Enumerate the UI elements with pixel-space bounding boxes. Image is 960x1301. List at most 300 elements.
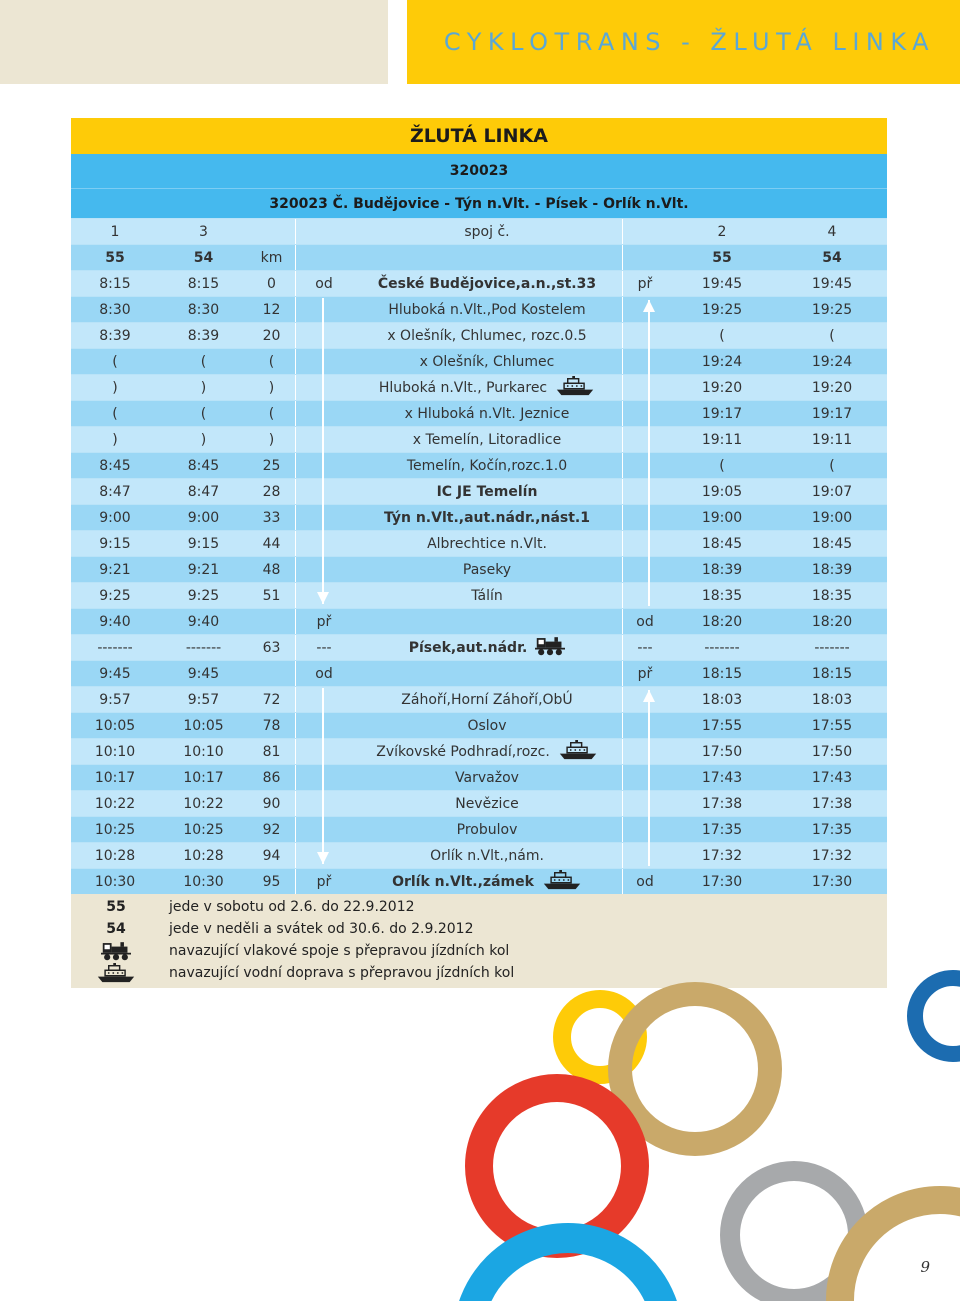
cell-text: 54	[822, 249, 842, 266]
col-dir-left-cell	[295, 271, 352, 296]
col-spoj-3-cell	[159, 687, 248, 712]
table-row	[71, 686, 887, 712]
cell-text: 8:47	[99, 483, 131, 500]
legend-key	[71, 899, 161, 915]
ship-icon-wrap	[542, 870, 582, 894]
col-spoj-4-cell	[777, 531, 887, 556]
header-beige-panel	[0, 0, 388, 84]
col-dir-right-cell	[622, 609, 667, 634]
col-spoj-2-cell	[667, 583, 777, 608]
cell-text: (	[829, 327, 835, 344]
table-row	[71, 322, 887, 348]
col-spoj-4-cell	[777, 557, 887, 582]
col-dir-right-cell	[622, 739, 667, 764]
col-dir-left-cell	[295, 505, 352, 530]
table-row	[71, 608, 887, 634]
cell-text: )	[268, 431, 275, 448]
col-spoj-3-cell	[159, 453, 248, 478]
col-spoj-4-cell	[777, 713, 887, 738]
cell-text: x Olešník, Chlumec, rozc.0.5	[387, 327, 587, 344]
table-row	[71, 452, 887, 478]
col-dir-right-cell	[622, 453, 667, 478]
col-dir-right-cell	[622, 323, 667, 348]
col-spoj-1-cell	[71, 583, 159, 608]
col-spoj-2-cell	[667, 765, 777, 790]
col-spoj-3-cell	[159, 349, 248, 374]
cell-text: 9:45	[187, 665, 220, 682]
col-spoj-1-cell	[71, 843, 159, 868]
col-spoj-2-cell	[667, 739, 777, 764]
col-km-cell	[248, 583, 295, 608]
col-km-cell	[248, 375, 295, 400]
table-row	[71, 530, 887, 556]
cell-text: )	[268, 379, 275, 396]
col-spoj-3-cell	[159, 661, 248, 686]
cell-text: )	[112, 431, 118, 448]
col-spoj-3-cell	[159, 219, 248, 244]
legend-item	[71, 918, 887, 940]
col-station-cell	[352, 609, 622, 634]
cell-text: 19:17	[811, 405, 853, 422]
cell-text: Týn n.Vlt.,aut.nádr.,nást.1	[383, 509, 590, 526]
col-spoj-4-cell	[777, 843, 887, 868]
col-km-cell	[248, 297, 295, 322]
train-icon	[535, 636, 565, 656]
cell-text: (	[829, 457, 835, 474]
col-spoj-1-cell	[71, 401, 159, 426]
cell-text: 19:00	[811, 509, 853, 526]
col-spoj-1-cell	[71, 531, 159, 556]
col-dir-right-cell	[622, 219, 667, 244]
col-spoj-1-cell	[71, 453, 159, 478]
cell-text: 18:03	[811, 691, 853, 708]
col-spoj-2-cell	[667, 609, 777, 634]
col-km-cell	[248, 323, 295, 348]
cell-text: -------	[814, 639, 850, 656]
col-km-cell	[248, 661, 295, 686]
col-km-cell	[248, 869, 295, 894]
col-spoj-3-cell	[159, 791, 248, 816]
col-km-cell	[248, 479, 295, 504]
cell-text: (	[268, 353, 275, 370]
cell-text: 9:40	[187, 613, 220, 630]
cell-text: Písek,aut.nádr.	[408, 639, 528, 656]
cell-text: 94	[262, 847, 281, 864]
col-km-cell	[248, 245, 295, 270]
col-spoj-1-cell	[71, 609, 159, 634]
cell-text: 33	[262, 509, 281, 526]
cell-text: 19:07	[811, 483, 853, 500]
col-km-cell	[248, 609, 295, 634]
col-spoj-3-cell	[159, 427, 248, 452]
col-dir-left-cell	[295, 479, 352, 504]
col-spoj-2-cell	[667, 479, 777, 504]
cell-text: 9:15	[99, 535, 131, 552]
cell-text: 19:17	[701, 405, 743, 422]
table-row	[71, 842, 887, 868]
col-spoj-3-cell	[159, 635, 248, 660]
col-dir-left-cell	[295, 531, 352, 556]
cell-text: př	[637, 275, 653, 292]
col-spoj-1-cell	[71, 791, 159, 816]
cell-text: od	[315, 665, 333, 682]
col-station-cell	[352, 375, 622, 400]
ring-red	[479, 1088, 635, 1244]
cell-text: 19:24	[701, 353, 743, 370]
cell-text: 19:00	[701, 509, 743, 526]
col-spoj-2-cell	[667, 791, 777, 816]
cell-text: 9:57	[187, 691, 220, 708]
col-dir-left-cell	[295, 739, 352, 764]
col-spoj-4-cell	[777, 453, 887, 478]
cell-text: )	[200, 431, 207, 448]
col-dir-left-cell	[295, 817, 352, 842]
col-km-cell	[248, 843, 295, 868]
col-spoj-3-cell	[159, 557, 248, 582]
cell-text: 10:05	[94, 717, 136, 734]
cell-text: 17:55	[811, 717, 853, 734]
col-spoj-2-cell	[667, 453, 777, 478]
ring-yellow-small	[562, 999, 638, 1075]
col-dir-right-cell	[622, 245, 667, 270]
cell-text: 10:25	[183, 821, 224, 838]
table-row	[71, 504, 887, 530]
cell-text: 18:03	[701, 691, 743, 708]
cell-text: Probulov	[456, 821, 518, 838]
col-spoj-2-cell	[667, 401, 777, 426]
cell-text: 17:35	[811, 821, 853, 838]
col-dir-left-cell	[295, 609, 352, 634]
cell-text: 8:30	[99, 301, 131, 318]
cell-text: 19:11	[811, 431, 853, 448]
legend-text: navazující vlakové spoje s přepravou jízdních kol	[169, 943, 510, 959]
cell-text: 18:39	[701, 561, 743, 578]
col-spoj-3-cell	[159, 765, 248, 790]
col-spoj-3-cell	[159, 323, 248, 348]
cell-text: od	[636, 873, 654, 890]
col-dir-right-cell	[622, 427, 667, 452]
col-dir-right-cell	[622, 635, 667, 660]
cell-text: )	[112, 379, 118, 396]
col-spoj-4-cell	[777, 271, 887, 296]
cell-text: 17:35	[701, 821, 743, 838]
cell-text: 19:25	[811, 301, 853, 318]
col-station-cell	[352, 791, 622, 816]
ship-icon-wrap	[558, 740, 598, 764]
col-spoj-3-cell	[159, 505, 248, 530]
col-station-cell	[352, 765, 622, 790]
cell-text: 19:45	[811, 275, 853, 292]
table-row	[71, 270, 887, 296]
col-dir-right-cell	[622, 531, 667, 556]
col-spoj-3-cell	[159, 479, 248, 504]
col-spoj-4-cell	[777, 791, 887, 816]
col-spoj-1-cell	[71, 219, 159, 244]
cell-text: 18:15	[701, 665, 743, 682]
col-station-cell	[352, 713, 622, 738]
legend-text: jede v neděli a svátek od 30.6. do 2.9.2012	[169, 921, 474, 937]
cell-text: 9:25	[187, 587, 220, 604]
col-spoj-4-cell	[777, 479, 887, 504]
cell-text: Zvíkovské Podhradí,rozc.	[376, 743, 550, 760]
cell-text: 95	[262, 873, 281, 890]
col-dir-left-cell	[295, 661, 352, 686]
legend-key-text: 54	[106, 921, 126, 937]
cell-text: 9:00	[99, 509, 131, 526]
cell-text: 8:45	[187, 457, 220, 474]
col-spoj-2-cell	[667, 635, 777, 660]
col-spoj-2-cell	[667, 817, 777, 842]
col-station-cell	[352, 245, 622, 270]
cell-text: 19:11	[701, 431, 743, 448]
col-km-cell	[248, 765, 295, 790]
cell-text: 81	[262, 743, 281, 760]
col-station-cell	[352, 271, 622, 296]
cell-text: 28	[262, 483, 281, 500]
col-dir-right-cell	[622, 843, 667, 868]
cell-text: 18:39	[811, 561, 853, 578]
col-station-cell	[352, 323, 622, 348]
cell-text: Orlík n.Vlt.,nám.	[430, 847, 544, 864]
table-row	[71, 400, 887, 426]
col-km-cell	[248, 219, 295, 244]
col-dir-left-cell	[295, 557, 352, 582]
col-spoj-4-cell	[777, 427, 887, 452]
cell-text: 9:25	[99, 587, 131, 604]
col-spoj-4-cell	[777, 297, 887, 322]
col-spoj-2-cell	[667, 661, 777, 686]
col-spoj-4-cell	[777, 687, 887, 712]
col-spoj-4-cell	[777, 739, 887, 764]
cell-text: od	[315, 275, 333, 292]
cell-text: 20	[262, 327, 281, 344]
col-km-cell	[248, 505, 295, 530]
cell-text: 9:21	[187, 561, 220, 578]
col-spoj-1-cell	[71, 869, 159, 894]
cell-text: 19:05	[701, 483, 743, 500]
col-km-cell	[248, 635, 295, 660]
col-spoj-2-cell	[667, 297, 777, 322]
cell-text: 17:43	[701, 769, 743, 786]
legend-text: navazující vodní doprava s přepravou jízdních kol	[169, 965, 515, 981]
col-spoj-1-cell	[71, 323, 159, 348]
ship-icon	[96, 963, 136, 983]
col-dir-left-cell	[295, 687, 352, 712]
cell-text: 63	[262, 639, 281, 656]
legend-item	[71, 940, 887, 962]
col-dir-right-cell	[622, 297, 667, 322]
cell-text: 90	[262, 795, 281, 812]
cell-text: 8:39	[99, 327, 131, 344]
cell-text: 17:30	[811, 873, 853, 890]
cell-text: Paseky	[462, 561, 512, 578]
table-row	[71, 556, 887, 582]
col-dir-right-cell	[622, 791, 667, 816]
cell-text: (	[112, 353, 118, 370]
col-spoj-2-cell	[667, 323, 777, 348]
col-spoj-1-cell	[71, 349, 159, 374]
ring-tan-bottom	[840, 1200, 960, 1301]
col-spoj-1-cell	[71, 765, 159, 790]
table-row	[71, 348, 887, 374]
cell-text: př	[637, 665, 653, 682]
header-yellow-banner	[407, 0, 960, 84]
cell-text: 19:45	[701, 275, 743, 292]
cell-text: 10:17	[183, 769, 224, 786]
col-km-cell	[248, 401, 295, 426]
table-row	[71, 712, 887, 738]
col-spoj-2-cell	[667, 505, 777, 530]
col-spoj-2-cell	[667, 557, 777, 582]
cell-text: 17:50	[811, 743, 853, 760]
cell-text: x Hluboká n.Vlt. Jeznice	[404, 405, 570, 422]
cell-text: 18:45	[701, 535, 743, 552]
cell-text: 12	[262, 301, 281, 318]
cell-text: 17:32	[811, 847, 853, 864]
col-spoj-2-cell	[667, 375, 777, 400]
cell-text: (	[112, 405, 118, 422]
cell-text: 19:20	[701, 379, 743, 396]
col-spoj-3-cell	[159, 583, 248, 608]
col-km-cell	[248, 713, 295, 738]
cell-text: 4	[827, 223, 837, 240]
col-dir-left-cell	[295, 401, 352, 426]
cell-text: 0	[267, 275, 276, 292]
col-dir-left-cell	[295, 791, 352, 816]
cell-text: 51	[262, 587, 281, 604]
col-km-cell	[248, 739, 295, 764]
col-dir-left-cell	[295, 349, 352, 374]
col-spoj-2-cell	[667, 271, 777, 296]
col-spoj-3-cell	[159, 297, 248, 322]
cell-text: 18:20	[811, 613, 853, 630]
col-spoj-4-cell	[777, 661, 887, 686]
col-spoj-3-cell	[159, 531, 248, 556]
cell-text: Hluboká n.Vlt., Purkarec	[378, 379, 548, 396]
legend-key	[71, 963, 161, 983]
line-name: ŽLUTÁ LINKA	[71, 118, 887, 154]
brand-title: CYKLOTRANS - ŽLUTÁ LINKA	[443, 28, 936, 56]
col-dir-left-cell	[295, 843, 352, 868]
ring-tan-large	[620, 994, 770, 1144]
table-row	[71, 660, 887, 686]
cell-text: 8:39	[187, 327, 220, 344]
col-station-cell	[352, 869, 622, 894]
col-dir-right-cell	[622, 583, 667, 608]
cell-text: 8:15	[187, 275, 220, 292]
legend-key	[71, 921, 161, 937]
col-dir-left-cell	[295, 427, 352, 452]
cell-text: České Budějovice,a.n.,st.33	[377, 275, 597, 292]
col-dir-right-cell	[622, 401, 667, 426]
col-station-cell	[352, 349, 622, 374]
col-dir-left-cell	[295, 765, 352, 790]
col-km-cell	[248, 817, 295, 842]
cell-text: 10:28	[94, 847, 136, 864]
cell-text: Orlík n.Vlt.,zámek	[392, 873, 534, 890]
cell-text: 92	[262, 821, 281, 838]
legend-key	[71, 940, 161, 962]
legend-notes	[71, 894, 887, 988]
table-row	[71, 790, 887, 816]
col-station-cell	[352, 297, 622, 322]
col-spoj-4-cell	[777, 401, 887, 426]
cell-text: 78	[262, 717, 281, 734]
col-spoj-4-cell	[777, 505, 887, 530]
col-station-cell	[352, 505, 622, 530]
col-km-cell	[248, 349, 295, 374]
col-spoj-2-cell	[667, 531, 777, 556]
table-row	[71, 868, 887, 894]
cell-text: (	[200, 353, 207, 370]
col-dir-left-cell	[295, 219, 352, 244]
col-spoj-1-cell	[71, 427, 159, 452]
cell-text: Záhoří,Horní Záhoří,ObÚ	[401, 691, 573, 708]
col-station-cell	[352, 401, 622, 426]
col-station-cell	[352, 583, 622, 608]
cell-text: př	[316, 613, 332, 630]
cell-text: 55	[712, 249, 732, 266]
cell-text: 18:35	[701, 587, 743, 604]
table-row	[71, 738, 887, 764]
col-dir-right-cell	[622, 661, 667, 686]
ship-icon	[558, 740, 598, 760]
table-row	[71, 374, 887, 400]
cell-text: Varvažov	[455, 769, 519, 786]
col-station-cell	[352, 635, 622, 660]
cell-text: 10:25	[94, 821, 136, 838]
col-spoj-1-cell	[71, 297, 159, 322]
col-km-cell	[248, 687, 295, 712]
ring-cyan	[468, 1238, 668, 1301]
cell-text: Albrechtice n.Vlt.	[427, 535, 547, 552]
col-spoj-1-cell	[71, 687, 159, 712]
col-spoj-4-cell	[777, 349, 887, 374]
page-number: 9	[920, 1258, 930, 1276]
col-station-cell	[352, 739, 622, 764]
line-number: 320023	[71, 154, 887, 188]
col-spoj-1-cell	[71, 739, 159, 764]
cell-text: 72	[262, 691, 281, 708]
col-spoj-3-cell	[159, 245, 248, 270]
col-station-cell	[352, 479, 622, 504]
col-spoj-3-cell	[159, 375, 248, 400]
cell-text: od	[636, 613, 654, 630]
col-station-cell	[352, 531, 622, 556]
cell-text: 9:21	[99, 561, 131, 578]
col-spoj-1-cell	[71, 557, 159, 582]
cell-text: 9:45	[99, 665, 131, 682]
cell-text: 44	[262, 535, 281, 552]
cell-text: 54	[193, 249, 214, 266]
col-dir-left-cell	[295, 297, 352, 322]
cell-text: 9:15	[187, 535, 220, 552]
cell-text: 17:32	[701, 847, 743, 864]
col-spoj-1-cell	[71, 505, 159, 530]
train-icon	[101, 940, 131, 962]
cell-text: 9:40	[99, 613, 131, 630]
cell-text: 55	[105, 249, 125, 266]
col-spoj-4-cell	[777, 323, 887, 348]
cell-text: 10:22	[94, 795, 136, 812]
col-station-cell	[352, 687, 622, 712]
cell-text: -------	[185, 639, 222, 656]
col-station-cell	[352, 427, 622, 452]
cell-text: 10:28	[183, 847, 224, 864]
ship-icon	[555, 376, 595, 396]
cell-text: ---	[637, 639, 653, 656]
col-spoj-3-cell	[159, 869, 248, 894]
